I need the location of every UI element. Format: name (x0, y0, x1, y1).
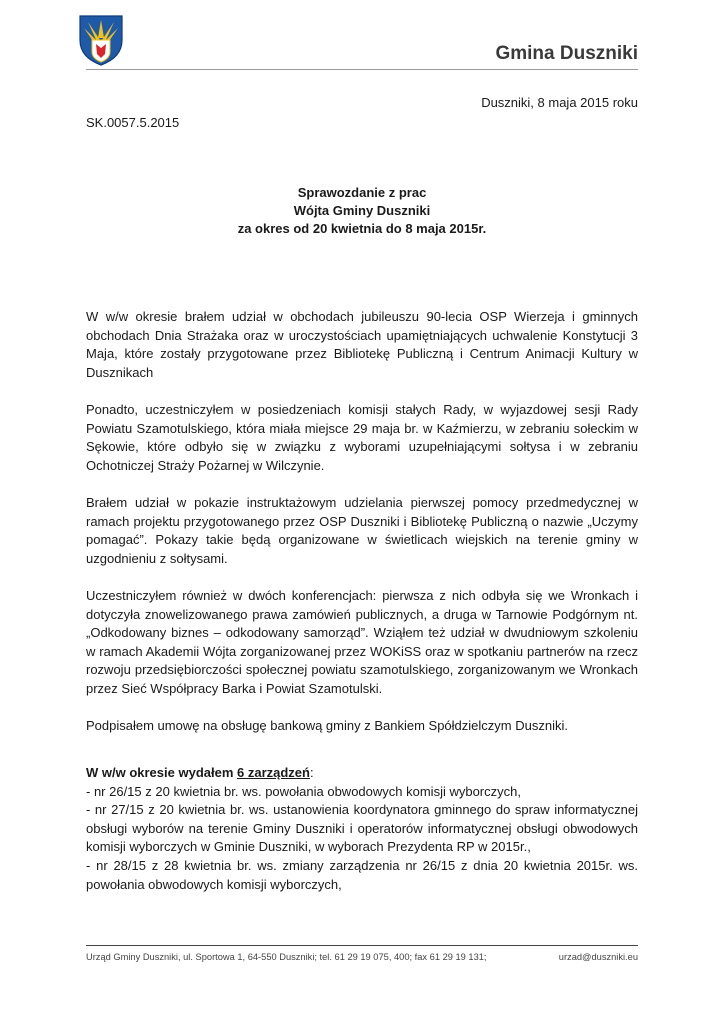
decree-item: - nr 28/15 z 28 kwietnia br. ws. zmiany zarządzenia nr 26/15 z dnia 20 kwietnia 2015r. ws. powołania obwodowych komisji wyborczych, (86, 857, 638, 892)
title-line-1: Sprawozdanie z prac (297, 185, 427, 200)
report-body (86, 308, 638, 754)
footer-email[interactable]: urzad@duszniki.eu (558, 952, 638, 962)
organization-name: Gmina Duszniki (495, 43, 638, 64)
paragraph: Ponadto, uczestniczyłem w posiedzeniach komisji stałych Rady, w wyjazdowej sesji Rady Powiatu Szamotulskiego, która miała miejsce 29 maja br. w Kaźmierzu, w zebraniu sołeckim w Sękowie, które odbyło się w związku z wyborami uzupełniającymi sołtysa i w zebraniu Ochotniczej Straży Pożarnej w Wilczynie. (86, 401, 638, 473)
title-line-3: za okres od 20 kwietnia do 8 maja 2015r. (237, 221, 487, 236)
decrees-heading-count: 6 zarządzeń (237, 765, 310, 780)
decrees-heading-prefix: W w/w okresie wydałem (86, 765, 237, 780)
title-line-2: Wójta Gminy Duszniki (293, 203, 431, 218)
document-title (86, 184, 638, 238)
decrees-heading-suffix: : (309, 765, 314, 780)
place-and-date: Duszniki, 8 maja 2015 roku (481, 95, 638, 110)
paragraph: W w/w okresie brałem udział w obchodach jubileuszu 90-lecia OSP Wierzeja i gminnych obchodach Dnia Strażaka oraz w uroczystościach upamiętniających uchwalenie Konstytucji 3 Maja, które zostały przygotowane przez Bibliotekę Publiczną i Centrum Animacji Kultury w Dusznikach (86, 309, 638, 380)
paragraph: Uczestniczyłem również w dwóch konferencjach: pierwsza z nich odbyła się we Wronkach i dotyczyła znowelizowanego prawa zamówień publicznych, a druga w Tarnowie Podgórnym nt. „Odkodowany biznes – odkodowany samorząd”. Wziąłem też udział w dwudniowym szkoleniu w ramach Akademii Wójta zorganizowanej przez WOKiSS oraz w spotkaniu partnerów na rzecz rozwoju przedsiębiorczości społecznej powiatu szamotulskiego, zorganizowanym we Wronkach przez Sieć Współpracy Barka i Powiat Szamotulski. (86, 587, 638, 696)
coat-of-arms-icon (78, 14, 124, 66)
footer (86, 952, 638, 962)
header-divider (86, 69, 638, 70)
footer-address: Urząd Gminy Duszniki, ul. Sportowa 1, 64-550 Duszniki; tel. 61 29 19 075, 400; fax 61 29 19 131; (86, 952, 487, 962)
decree-item: - nr 26/15 z 20 kwietnia br. ws. powołania obwodowych komisji wyborczych, (86, 783, 521, 799)
decree-item: - nr 27/15 z 20 kwietnia br. ws. ustanowienia koordynatora gminnego do spraw informatycznej obsługi wyborów na terenie Gminy Duszniki i operatorów informatycznej obsługi obwodowych komisji wyborczych w Gminie Duszniki, w wyborach Prezydenta RP w 2015r., (86, 802, 638, 855)
paragraph: Podpisałem umowę na obsługę bankową gminy z Bankiem Spółdzielczym Duszniki. (86, 718, 568, 734)
reference-number: SK.0057.5.2015 (86, 115, 180, 130)
decrees-section (86, 764, 638, 894)
paragraph: Brałem udział w pokazie instruktażowym udzielania pierwszej pomocy przedmedycznej w ramach projektu przygotowanego przez OSP Duszniki i Bibliotekę Publiczną o nazwie „Uczymy pomagać”. Pokazy takie będą organizowane w świetlicach wiejskich na terenie gminy w uzgodnieniu z sołtysami. (86, 494, 638, 566)
footer-divider (86, 945, 638, 946)
decrees-heading (86, 764, 638, 783)
